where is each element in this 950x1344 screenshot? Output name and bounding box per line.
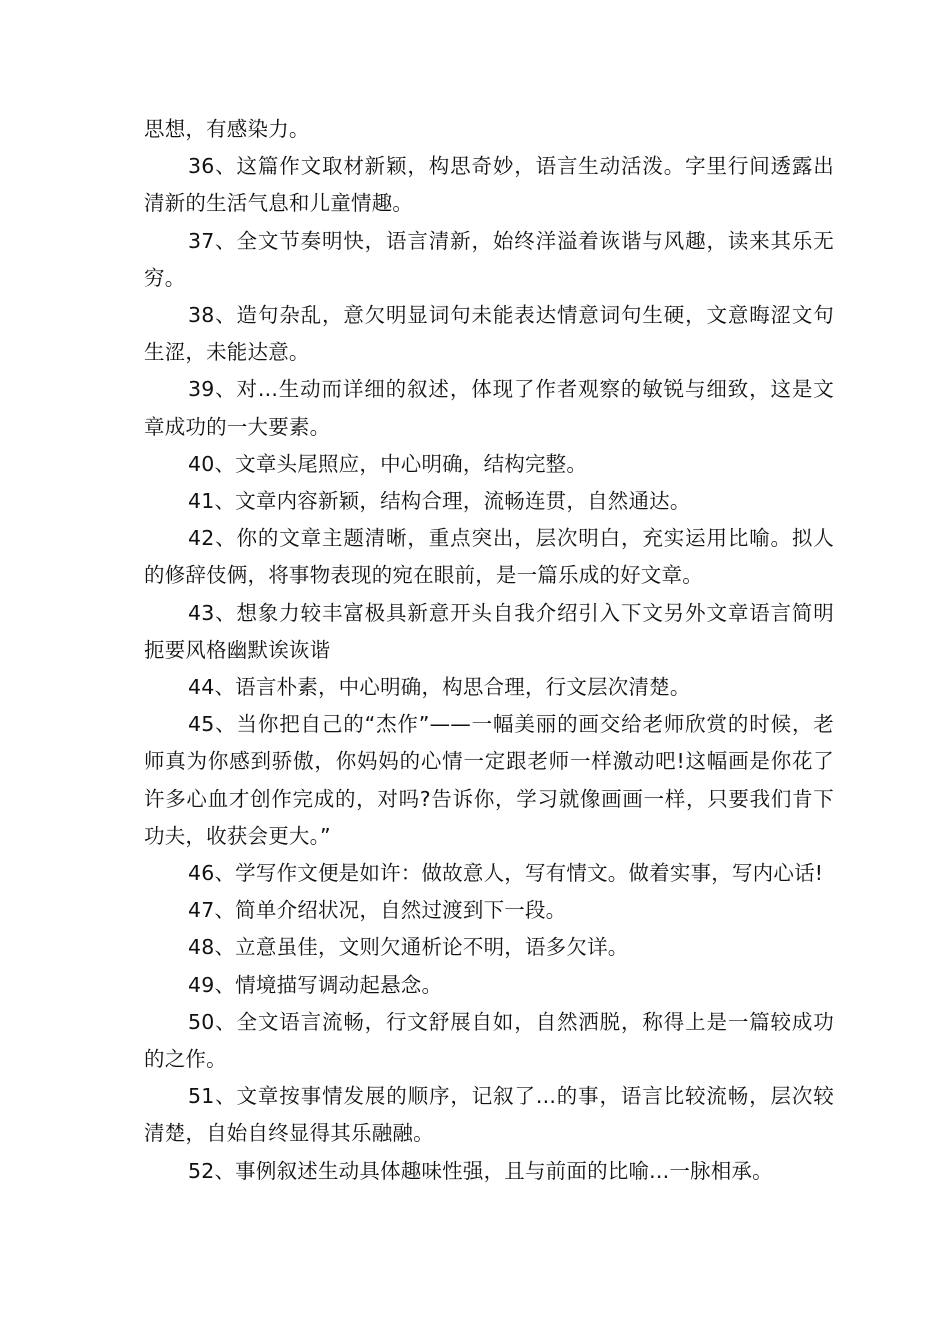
comment-item-40: 40、文章头尾照应，中心明确，结构完整。 [188,451,588,476]
comment-item-43: 43、想象力较丰富极具新意开头自我介绍引入下文另外文章语言简明扼要风格幽默诶诙谐 [144,600,834,662]
comment-item-44: 44、语言朴素，中心明确，构思合理，行文层次清楚。 [188,675,691,700]
document-body [144,111,834,1190]
comment-item-50: 50、全文语言流畅，行文舒展自如，自然洒脱，称得上是一篇较成功的之作。 [144,1009,834,1072]
comment-item-45: 45、当你把自己的“杰作”——一幅美丽的画交给老师欣赏的时候，老师真为你感到骄傲，你妈妈的心情一定跟老师一样激动吧!这幅画是你花了许多心血才创作完成的，对吗?告诉你，学习就像画画一样，只要我们肯下功夫，收获会更大。” [144,712,834,848]
comment-item-48: 48、立意虽佳，文则欠通析论不明，语多欠详。 [188,935,629,960]
lead-fragment: 思想，有感染力。 [144,117,310,141]
comment-item-52: 52、事例叙述生动具体趣味性强，且与前面的比喻...一脉相承。 [188,1158,773,1183]
comment-item-36: 36、这篇作文取材新颖，构思奇妙，语言生动活泼。字里行间透露出清新的生活气息和儿童情趣。 [144,154,834,216]
comment-item-51: 51、文章按事情发展的顺序，记叙了...的事，语言比较流畅，层次较清楚，自始自终显得其乐融融。 [144,1084,834,1146]
comment-item-41: 41、文章内容新颖，结构合理，流畅连贯，自然通达。 [188,489,691,514]
comment-item-42: 42、你的文章主题清晰，重点突出，层次明白，充实运用比喻。拟人的修辞伎俩，将事物表现的宛在眼前，是一篇乐成的好文章。 [144,526,834,588]
comment-item-46: 46、学写作文便是如许：做故意人，写有情文。做着实事，写内心话! [188,861,824,886]
comment-item-47: 47、简单介绍状况，自然过渡到下一段。 [188,898,567,923]
comment-item-49: 49、情境描写调动起悬念。 [188,972,443,997]
comment-item-39: 39、对...生动而详细的叙述，体现了作者观察的敏锐与细致，这是文章成功的一大要素。 [144,377,834,439]
comment-item-38: 38、造句杂乱，意欠明显词句未能表达情意词句生硬，文意晦涩文句生涩，未能达意。 [144,303,834,365]
comment-item-37: 37、全文节奏明快，语言清新，始终洋溢着诙谐与风趣，读来其乐无穷。 [144,228,834,290]
